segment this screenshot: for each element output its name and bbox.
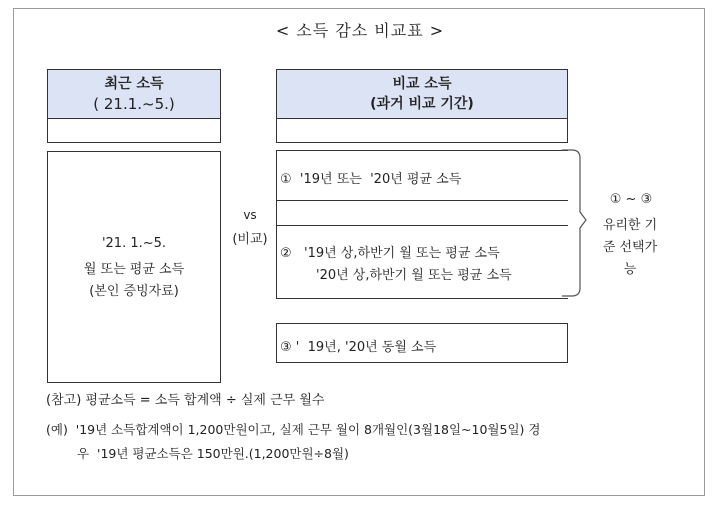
option2-text-line1: ② '19년 상,하반기 월 또는 평균 소득 [280, 246, 500, 261]
recent-income-line2: 월 또는 평균 소득 [83, 262, 185, 277]
recent-income-header [47, 69, 221, 119]
options-top-border [276, 150, 568, 151]
option2-text-line2: '20년 상,하반기 월 또는 평균 소득 [316, 268, 512, 283]
bracket-note-line2: 유리한 기 [602, 218, 658, 233]
recent-connector-right [220, 119, 221, 143]
recent-income-line3: (본인 증빙자료) [89, 284, 179, 299]
vs-sublabel: (비교) [232, 232, 268, 247]
recent-income-line1: '21. 1.~5. [101, 236, 167, 251]
recent-income-box [47, 151, 221, 383]
vs-label: vs [243, 208, 257, 222]
compare-income-subtitle: (과거 비교 기간) [370, 96, 474, 112]
bracket-note-line3: 준 선택가 [602, 240, 658, 255]
options-bottom-border [276, 298, 568, 299]
option2-divider [276, 225, 568, 226]
bracket-note-line1: ① ~ ③ [609, 192, 653, 207]
option1-divider [276, 200, 568, 201]
bracket-note-line4: 능 [623, 262, 637, 277]
recent-income-title: 최근 소득 [104, 76, 164, 92]
reference-note: (참고) 평균소득 = 소득 합계액 ÷ 실제 근무 월수 [46, 393, 325, 408]
example-note-line1: (예) '19년 소득합계액이 1,200만원이고, 실제 근무 월이 8개월인(3월18일~10월5일) 경 [46, 422, 541, 437]
compare-connector-left [276, 119, 277, 143]
document-title: < 소득 감소 비교표 > [275, 21, 445, 40]
recent-income-period: ( 21.1.~5.) [93, 95, 175, 113]
compare-connector-bottom [276, 142, 568, 143]
option1-text: ① '19년 또는 '20년 평균 소득 [280, 172, 462, 187]
example-note-line2: 우 '19년 평균소득은 150만원.(1,200만원÷8월) [77, 446, 349, 461]
compare-income-title: 비교 소득 [392, 76, 452, 92]
compare-connector-right [567, 119, 568, 143]
recent-connector-left [47, 119, 48, 143]
compare-income-header [276, 69, 568, 119]
option3-text: ③ ' 19년, '20년 동월 소득 [280, 340, 437, 355]
recent-connector-bottom [47, 142, 221, 143]
option3-box [276, 323, 568, 363]
